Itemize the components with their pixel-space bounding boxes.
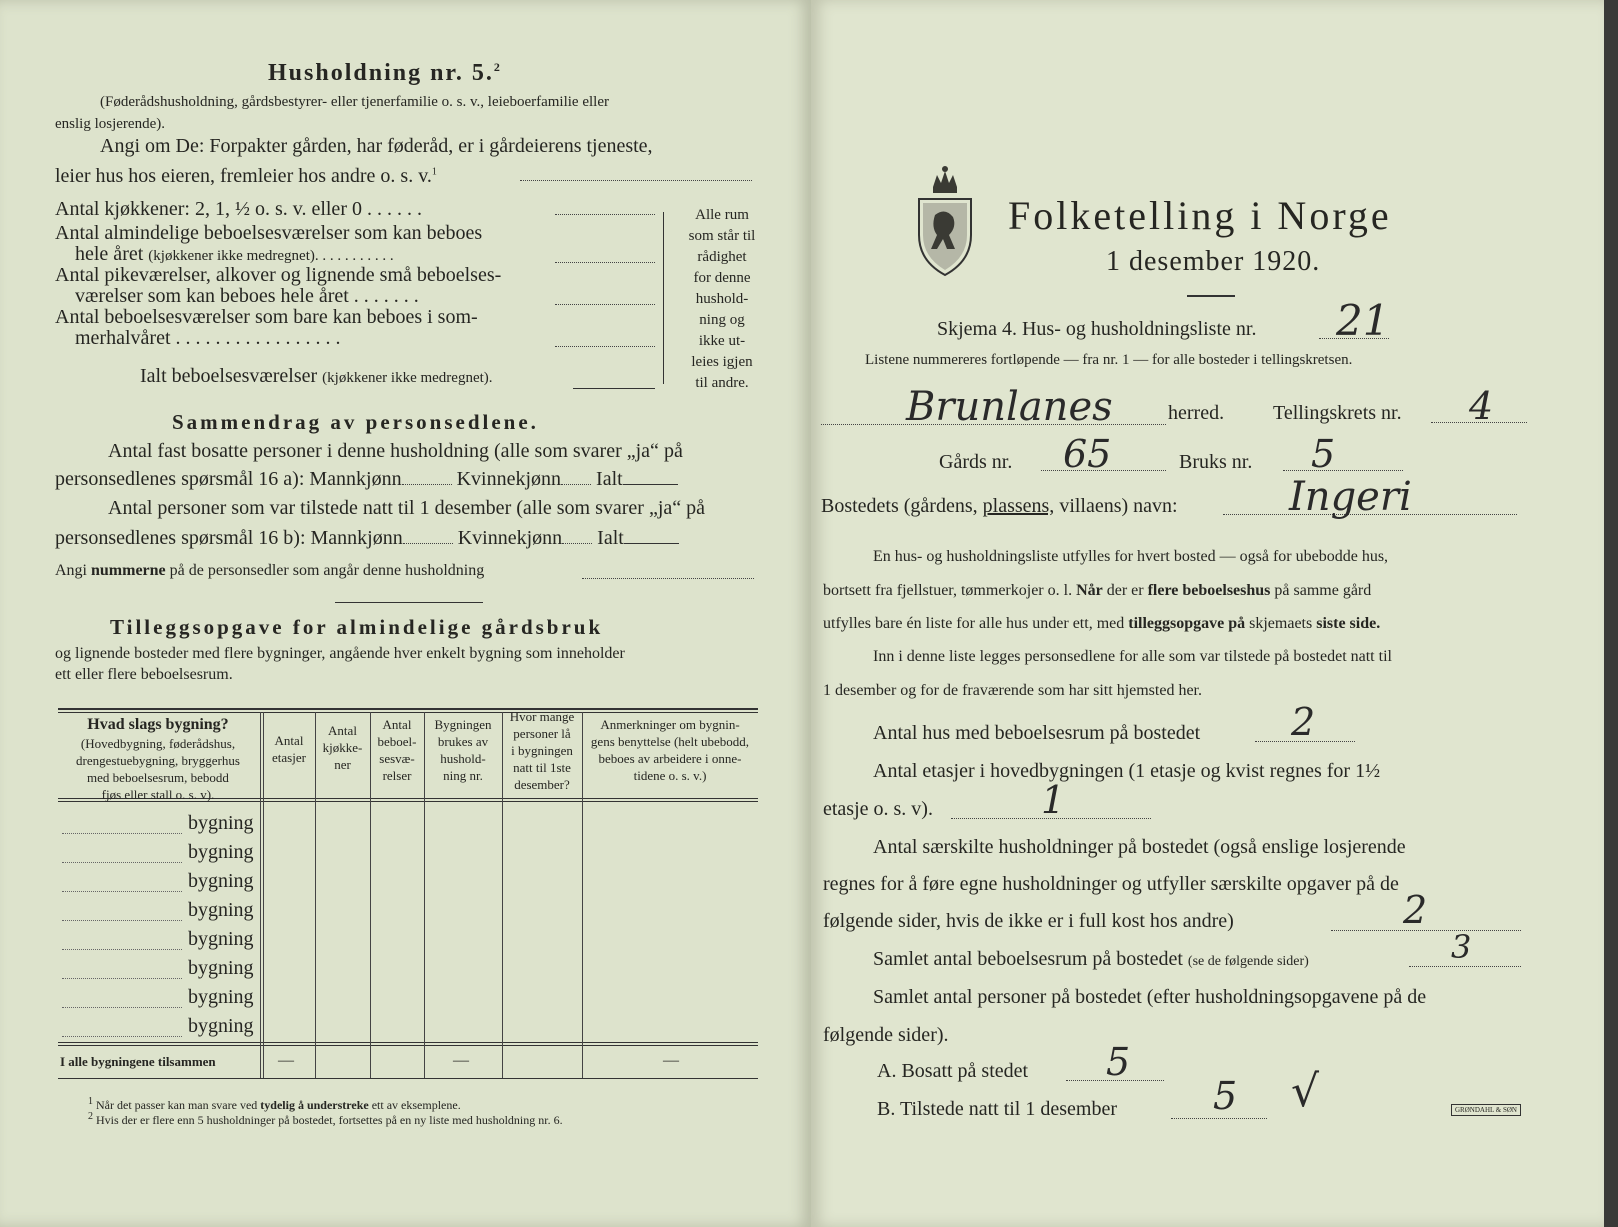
angi-nummer-line	[55, 562, 484, 580]
col-building-sub: med beboelsesrum, bebodd	[87, 770, 229, 785]
total-rooms-a: Samlet antal beboelsesrum på bostedet	[873, 948, 1183, 970]
col-household-line: ning nr.	[443, 768, 483, 783]
bosted-label-b: villaens) navn:	[1059, 495, 1178, 517]
row-fill[interactable]	[62, 861, 182, 863]
present-fill[interactable]	[1171, 1118, 1267, 1119]
houses-label: Antal hus med beboelsesrum på bostedet	[873, 722, 1201, 744]
kitchens-label: Antal kjøkkener: 2, 1, ½ o. s. v. eller 0 . . . . . .	[55, 198, 422, 220]
fast-mann-label: personsedlenes spørsmål 16 a): Mannkjønn	[55, 468, 402, 490]
supplement-heading: Tilleggsopgave for almindelige gårdsbruk	[110, 615, 604, 639]
row-fill[interactable]	[62, 832, 182, 834]
total-persons-line-2: følgende sider).	[823, 1024, 949, 1046]
col-persons-line: Hvor mange	[509, 709, 575, 724]
row-fill[interactable]	[62, 890, 182, 892]
col-floors-line: etasjer	[272, 750, 306, 765]
total-row-label: I alle bygningene tilsammen	[60, 1054, 216, 1069]
side-note-line: ikke ut-	[698, 333, 746, 349]
fast-mann-fill[interactable]	[402, 484, 452, 485]
section-divider	[335, 602, 483, 603]
footnote-1-c: ett av eksemplene.	[371, 1098, 461, 1112]
col-persons-header	[502, 708, 582, 793]
col-building-sub: (Hovedbygning, føderådshus,	[80, 736, 236, 751]
side-note-line: for denne	[693, 270, 751, 286]
household-title-text: Husholdning nr. 5.	[268, 60, 494, 86]
krets-value[interactable]: 4	[1469, 384, 1494, 428]
footnote-1-num: 1	[88, 1096, 93, 1107]
para-3c: skjemaets	[1249, 615, 1313, 632]
table-bottom-rule	[58, 1078, 758, 1079]
building-table	[58, 708, 782, 1088]
krets-label: Tellingskrets nr.	[1273, 402, 1402, 424]
rooms-label-2	[75, 243, 394, 266]
row-fill[interactable]	[62, 1035, 182, 1037]
coat-of-arms-icon	[911, 165, 979, 277]
col-divider	[263, 712, 264, 1078]
census-date: 1 desember 1920.	[1106, 246, 1321, 277]
summer-rooms-label-2: merhalvåret . . . . . . . . . . . . . . . . .	[75, 327, 341, 349]
row-fill[interactable]	[62, 919, 182, 921]
side-note-line: ning og	[699, 312, 745, 328]
col-rooms-line: beboel-	[377, 734, 417, 749]
col-household-line: brukes av	[437, 734, 489, 749]
col-persons-line: i bygningen	[511, 743, 573, 758]
total-rooms-b: (se de følgende sider)	[1187, 954, 1309, 969]
bosted-plassens-underlined: plassens,	[982, 495, 1055, 517]
para-2b: Når	[1076, 582, 1103, 599]
rooms-label-2b: (kjøkkener ikke medregnet). . . . . . . . . . .	[148, 248, 394, 264]
table-row: bygning	[188, 870, 254, 892]
households-line-2: regnes for å føre egne husholdninger og utfyller særskilte opgaver på de	[823, 873, 1399, 895]
fast-ialt-fill[interactable]	[623, 484, 678, 485]
bruks-fill[interactable]	[1283, 470, 1403, 471]
census-title: Folketelling i Norge	[1008, 193, 1392, 238]
maid-rooms-label-1: Antal pikeværelser, alkover og lignende små beboelses-	[55, 264, 502, 286]
check-mark: √	[1291, 1066, 1320, 1117]
bruks-label: Bruks nr.	[1179, 451, 1253, 473]
tilst-ialt-label: Ialt	[597, 527, 624, 549]
tilst-mann-fill[interactable]	[403, 543, 453, 544]
total-dash-floors: —	[278, 1052, 294, 1069]
table-row: bygning	[188, 928, 254, 950]
side-note-line: hushold-	[695, 291, 749, 307]
para-line-2	[823, 582, 1371, 600]
printer-stamp: GRØNDAHL & SØN	[1451, 1104, 1521, 1116]
households-line-1: Antal særskilte husholdninger på bostedet (også enslige losjerende	[873, 836, 1406, 858]
table-total-rule-2	[58, 1045, 758, 1046]
total-persons-line-1: Samlet antal personer på bostedet (efter husholdningsopgavene på de	[873, 986, 1427, 1008]
tilst-kvinne-label: Kvinnekjønn	[457, 527, 563, 549]
para-2a: bortsett fra fjellstuer, tømmerkojer o. l.	[823, 582, 1073, 599]
gards-value[interactable]: 65	[1063, 432, 1112, 476]
side-note-line: rådighet	[697, 249, 747, 265]
col-notes-line: gens benyttelse (helt ubebodd,	[590, 734, 750, 749]
fast-line-2	[55, 468, 678, 491]
para-2e: på samme gård	[1274, 582, 1372, 599]
summer-rooms-label-1: Antal beboelsesværelser som bare kan beboes i som-	[55, 306, 478, 328]
angi-nummer-c: på de personsedler som angår denne husholdning	[169, 562, 485, 579]
fast-kvinne-fill[interactable]	[561, 484, 591, 485]
total-rooms-label	[140, 365, 493, 388]
gards-label: Gårds nr.	[939, 451, 1013, 473]
table-row: bygning	[188, 957, 254, 979]
col-building-header	[58, 716, 258, 803]
row-fill[interactable]	[62, 977, 182, 979]
floors-value[interactable]: 1	[1041, 778, 1066, 822]
total-rooms-value[interactable]: 3	[1451, 928, 1472, 966]
col-household-line: Bygningen	[434, 717, 492, 732]
maid-rooms-label-2: værelser som kan beboes hele året . . . . . . .	[75, 285, 419, 307]
supplement-line-2: og lignende bosteder med flere bygninger, angående hver enkelt bygning som inneholder	[55, 645, 625, 662]
tilst-mann-label: personsedlenes spørsmål 16 b): Mannkjønn	[55, 527, 403, 549]
bosted-line	[821, 495, 1178, 518]
table-row: bygning	[188, 1015, 254, 1037]
angi-line-2	[55, 165, 437, 188]
table-row: bygning	[188, 812, 254, 834]
table-row: bygning	[188, 841, 254, 863]
col-persons-line: desember?	[514, 777, 570, 792]
total-rooms-fill[interactable]	[1409, 966, 1521, 967]
col-rooms-line: Antal	[382, 717, 412, 732]
col-household-line: hushold-	[440, 751, 486, 766]
tilst-line-2	[55, 527, 679, 550]
summer-rooms-fill[interactable]	[555, 346, 655, 347]
household-intro: (Føderådshusholdning, gårdsbestyrer- eller tjenerfamilie o. s. v., leieboerfamilie eller	[100, 94, 609, 110]
household-title-sup: 2	[493, 60, 502, 74]
resident-value[interactable]: 5	[1106, 1040, 1131, 1084]
col-kitchens-line: ner	[334, 757, 351, 772]
summary-heading: Sammendrag av personsedlene.	[172, 410, 539, 434]
fast-ialt-label: Ialt	[596, 468, 623, 490]
bruks-value[interactable]: 5	[1311, 432, 1336, 476]
rooms-label-2a: hele året	[75, 243, 144, 265]
angi-line-2-sup: 1	[431, 166, 437, 178]
table-top-rule	[58, 708, 758, 710]
herred-value[interactable]: Brunlanes	[906, 384, 1113, 430]
col-persons-line: personer lå	[513, 726, 571, 741]
footnote-1-a: Når det passer kan man svare ved	[96, 1098, 258, 1112]
floors-line-2: etasje o. s. v).	[823, 798, 933, 820]
para-2c: der er	[1106, 582, 1144, 599]
para-line-4: Inn i denne liste legges personsedlene for alle som var tilstede på bostedet natt til	[873, 648, 1392, 665]
rooms-label-1: Antal almindelige beboelsesværelser som kan beboes	[55, 222, 483, 244]
households-value[interactable]: 2	[1403, 888, 1428, 932]
para-3d: siste side.	[1316, 615, 1381, 632]
para-3a: utfylles bare én liste for alle hus under ett, med	[823, 615, 1125, 632]
angi-nummer-b: nummerne	[91, 562, 166, 579]
total-rooms-line	[873, 948, 1309, 971]
households-line-3: følgende sider, hvis de ikke er i full kost hos andre)	[823, 910, 1234, 932]
resident-label: A. Bosatt på stedet	[877, 1060, 1029, 1082]
total-rooms-fill[interactable]	[573, 388, 655, 389]
fast-line-1: Antal fast bosatte personer i denne husholdning (alle som svarer „ja“ på	[108, 440, 683, 462]
footnote-2	[88, 1111, 563, 1128]
listene-note: Listene nummereres fortløpende — fra nr. 1 — for alle bosteder i tellingskretsen.	[865, 352, 1353, 368]
schema-line: Skjema 4. Hus- og husholdningsliste nr.	[937, 318, 1257, 340]
table-total-rule	[58, 1042, 758, 1043]
household-intro-2: enslig losjerende).	[55, 116, 165, 132]
bosted-label-a: Bostedets (gårdens,	[821, 495, 978, 517]
side-note-line: Alle rum	[695, 207, 749, 223]
household-title	[268, 60, 502, 87]
right-page	[811, 0, 1604, 1227]
para-3b: tilleggsopgave på	[1128, 615, 1246, 632]
side-note-line: til andre.	[695, 375, 749, 391]
para-line-5: 1 desember og for de fraværende som har sitt hjemsted her.	[823, 682, 1202, 699]
schema-number[interactable]: 21	[1336, 296, 1390, 345]
total-rooms-b: (kjøkkener ikke medregnet).	[322, 370, 493, 386]
supplement-line-3: ett eller flere beboelsesrum.	[55, 666, 233, 683]
tilst-line-1: Antal personer som var tilstede natt til 1 desember (alle som svarer „ja“ på	[108, 497, 706, 519]
present-label: B. Tilstede natt til 1 desember	[877, 1098, 1117, 1120]
houses-value[interactable]: 2	[1291, 700, 1316, 744]
angi-fill[interactable]	[520, 180, 752, 181]
side-brace	[663, 212, 672, 384]
maid-rooms-fill[interactable]	[555, 304, 655, 305]
col-notes-line: Anmerkninger om bygnin-	[600, 717, 740, 732]
tilst-kvinne-fill[interactable]	[562, 543, 592, 544]
total-rooms-a: Ialt beboelsesværelser	[140, 365, 318, 387]
col-rooms-line: sesvæ-	[379, 751, 415, 766]
angi-line-2-text: leier hus hos eieren, fremleier hos andre o. s. v.	[55, 165, 432, 187]
kitchens-fill[interactable]	[555, 214, 655, 215]
para-2d: flere beboelseshus	[1147, 582, 1271, 599]
col-rooms-line: relser	[382, 768, 412, 783]
row-fill[interactable]	[62, 948, 182, 950]
col-kitchens-header	[315, 722, 370, 773]
col-building-sub: fjøs eller stall o. s. v).	[101, 787, 215, 802]
col-rooms-header	[370, 716, 424, 784]
tilst-ialt-fill[interactable]	[624, 543, 679, 544]
col-notes-header	[582, 716, 758, 784]
col-floors-line: Antal	[274, 733, 304, 748]
footnote-2-text: Hvis der er flere enn 5 husholdninger på bostedet, fortsettes på en ny liste med husholdning nr. 6.	[96, 1113, 563, 1127]
col-building-sub: drengestuebygning, bryggerhus	[76, 753, 240, 768]
bosted-value[interactable]: Ingeri	[1289, 474, 1412, 520]
rooms-fill[interactable]	[555, 262, 655, 263]
present-value[interactable]: 5	[1213, 1074, 1238, 1118]
fast-kvinne-label: Kvinnekjønn	[456, 468, 562, 490]
side-note-line: som står til	[688, 228, 756, 244]
angi-nummer-fill[interactable]	[582, 578, 754, 579]
col-household-header	[424, 716, 502, 784]
herred-label: herred.	[1168, 402, 1225, 424]
table-row: bygning	[188, 899, 254, 921]
angi-line-1: Angi om De: Forpakter gården, har føderåd, er i gårdeierens tjeneste,	[100, 135, 653, 157]
col-persons-line: natt til 1ste	[513, 760, 571, 775]
para-line-1: En hus- og husholdningsliste utfylles for hvert bosted — også for ubebodde hus,	[873, 548, 1389, 565]
total-dash-notes: —	[663, 1052, 679, 1069]
para-line-3	[823, 615, 1380, 633]
footnote-2-num: 2	[88, 1111, 93, 1122]
side-note-line: leies igjen	[691, 354, 753, 370]
col-notes-line: beboes av arbeidere i onne-	[598, 751, 742, 766]
title-divider	[1187, 295, 1235, 297]
col-building-title: Hvad slags bygning?	[87, 716, 229, 733]
table-row: bygning	[188, 986, 254, 1008]
col-notes-line: tidene o. s. v.)	[633, 768, 707, 783]
col-kitchens-line: Antal	[328, 723, 357, 738]
row-fill[interactable]	[62, 1006, 182, 1008]
angi-nummer-a: Angi	[55, 562, 87, 579]
col-divider	[260, 712, 261, 1078]
table-top-rule-2	[58, 712, 758, 713]
side-note	[680, 205, 764, 394]
floors-line-1: Antal etasjer i hovedbygningen (1 etasje og kvist regnes for 1½	[873, 760, 1381, 782]
col-floors-header	[263, 732, 315, 766]
col-kitchens-line: kjøkke-	[322, 740, 363, 755]
total-dash-household: —	[453, 1052, 469, 1069]
footnote-1-b: tydelig å understreke	[260, 1098, 369, 1112]
